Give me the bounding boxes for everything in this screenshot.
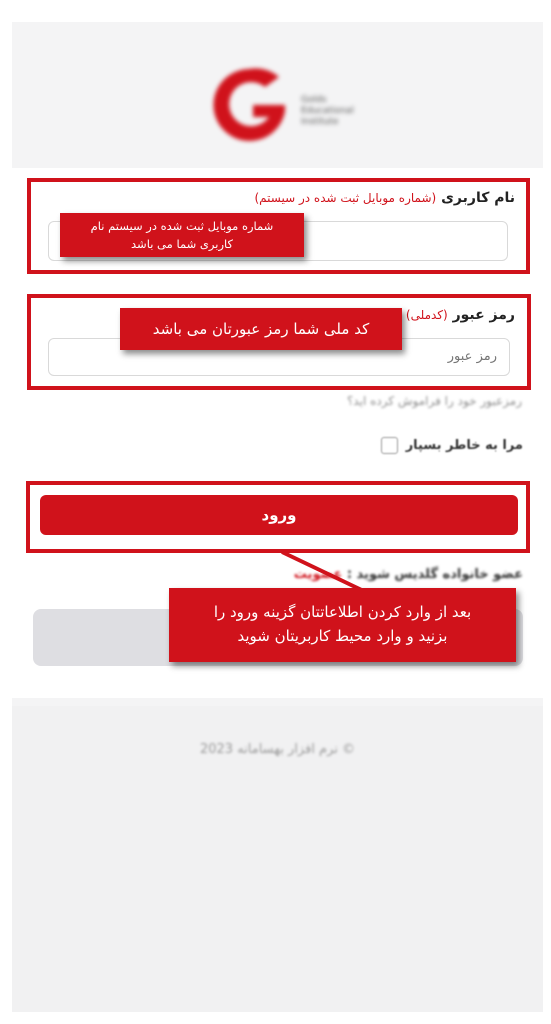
username-tooltip xyxy=(60,213,304,257)
username-hint: (شماره موبایل ثبت شده در سیستم) xyxy=(254,191,437,205)
password-tooltip: کد ملی شما رمز عبورتان می باشد xyxy=(120,308,402,350)
login-tooltip xyxy=(169,588,516,662)
login-tooltip-line-1: بعد از وارد کردن اطلاعاتتان گزینه ورود را xyxy=(213,603,472,621)
logo-g-icon xyxy=(205,65,293,145)
institute-logo xyxy=(205,65,385,150)
username-tooltip-line-1: شماره موبایل ثبت شده در سیستم نام xyxy=(90,219,274,233)
username-label-text: نام کاربری xyxy=(441,190,515,206)
logo-line-2: Educational xyxy=(301,106,354,116)
join-family-text: عضو خانواده گلدیس شوید : xyxy=(346,567,523,582)
register-link[interactable]: عضویت xyxy=(293,567,343,582)
login-button[interactable]: ورود xyxy=(40,495,518,535)
login-tooltip-line-2: بزنید و وارد محیط کاربریتان شوید xyxy=(237,627,448,645)
logo-text xyxy=(301,95,354,128)
remember-me-checkbox[interactable] xyxy=(381,437,398,454)
password-hint: (کدملی) xyxy=(405,308,448,322)
password-label-text: رمز عبور xyxy=(452,307,515,323)
forgot-password-link[interactable]: رمزعبور خود را فراموش کرده اید؟ xyxy=(346,394,522,408)
copyright-text: نرم افزار بهسامانه 2023 © xyxy=(199,742,356,757)
logo-line-3: Institute xyxy=(301,117,339,127)
remember-me[interactable] xyxy=(381,437,523,454)
logo-line-1: Golds xyxy=(301,95,327,105)
remember-me-label: مرا به خاطر بسپار xyxy=(405,438,523,453)
username-tooltip-line-2: کاربری شما می باشد xyxy=(131,237,233,251)
